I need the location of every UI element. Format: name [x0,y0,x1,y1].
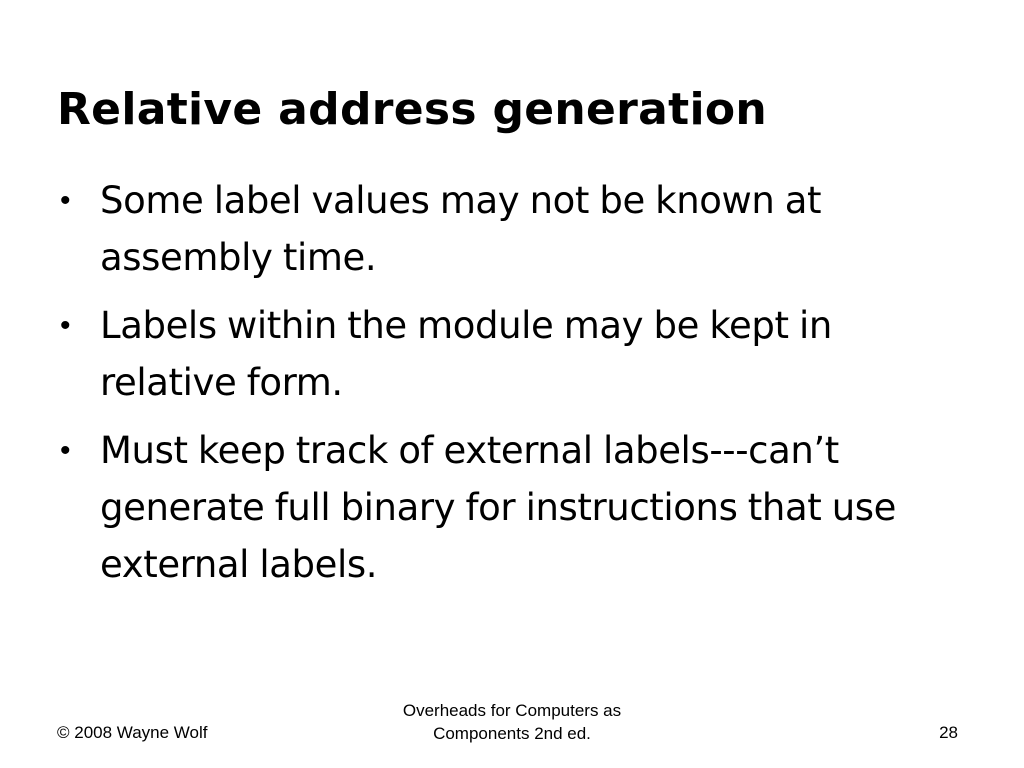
bullet-item [57,172,957,286]
bullet-item [57,297,957,411]
footer-book-title-line2: Components 2nd ed. [433,724,591,743]
bullet-text: Must keep track of external labels---can’t generate full binary for instructions that use external labels. [100,429,896,586]
bullet-dot-icon: • [60,434,71,467]
bullet-dot-icon: • [60,184,71,217]
footer-copyright: © 2008 Wayne Wolf [57,723,208,742]
bullet-dot-icon: • [60,309,71,342]
bullet-text: Some label values may not be known at assembly time. [100,179,822,279]
bullet-list [57,172,957,604]
bullet-text: Labels within the module may be kept in relative form. [100,304,832,404]
bullet-item [57,422,957,593]
page-number: 28 [939,723,958,742]
slide-title: Relative address generation [57,84,768,135]
footer-book-title-line1: Overheads for Computers as [402,701,622,720]
footer-book-title [362,699,662,745]
